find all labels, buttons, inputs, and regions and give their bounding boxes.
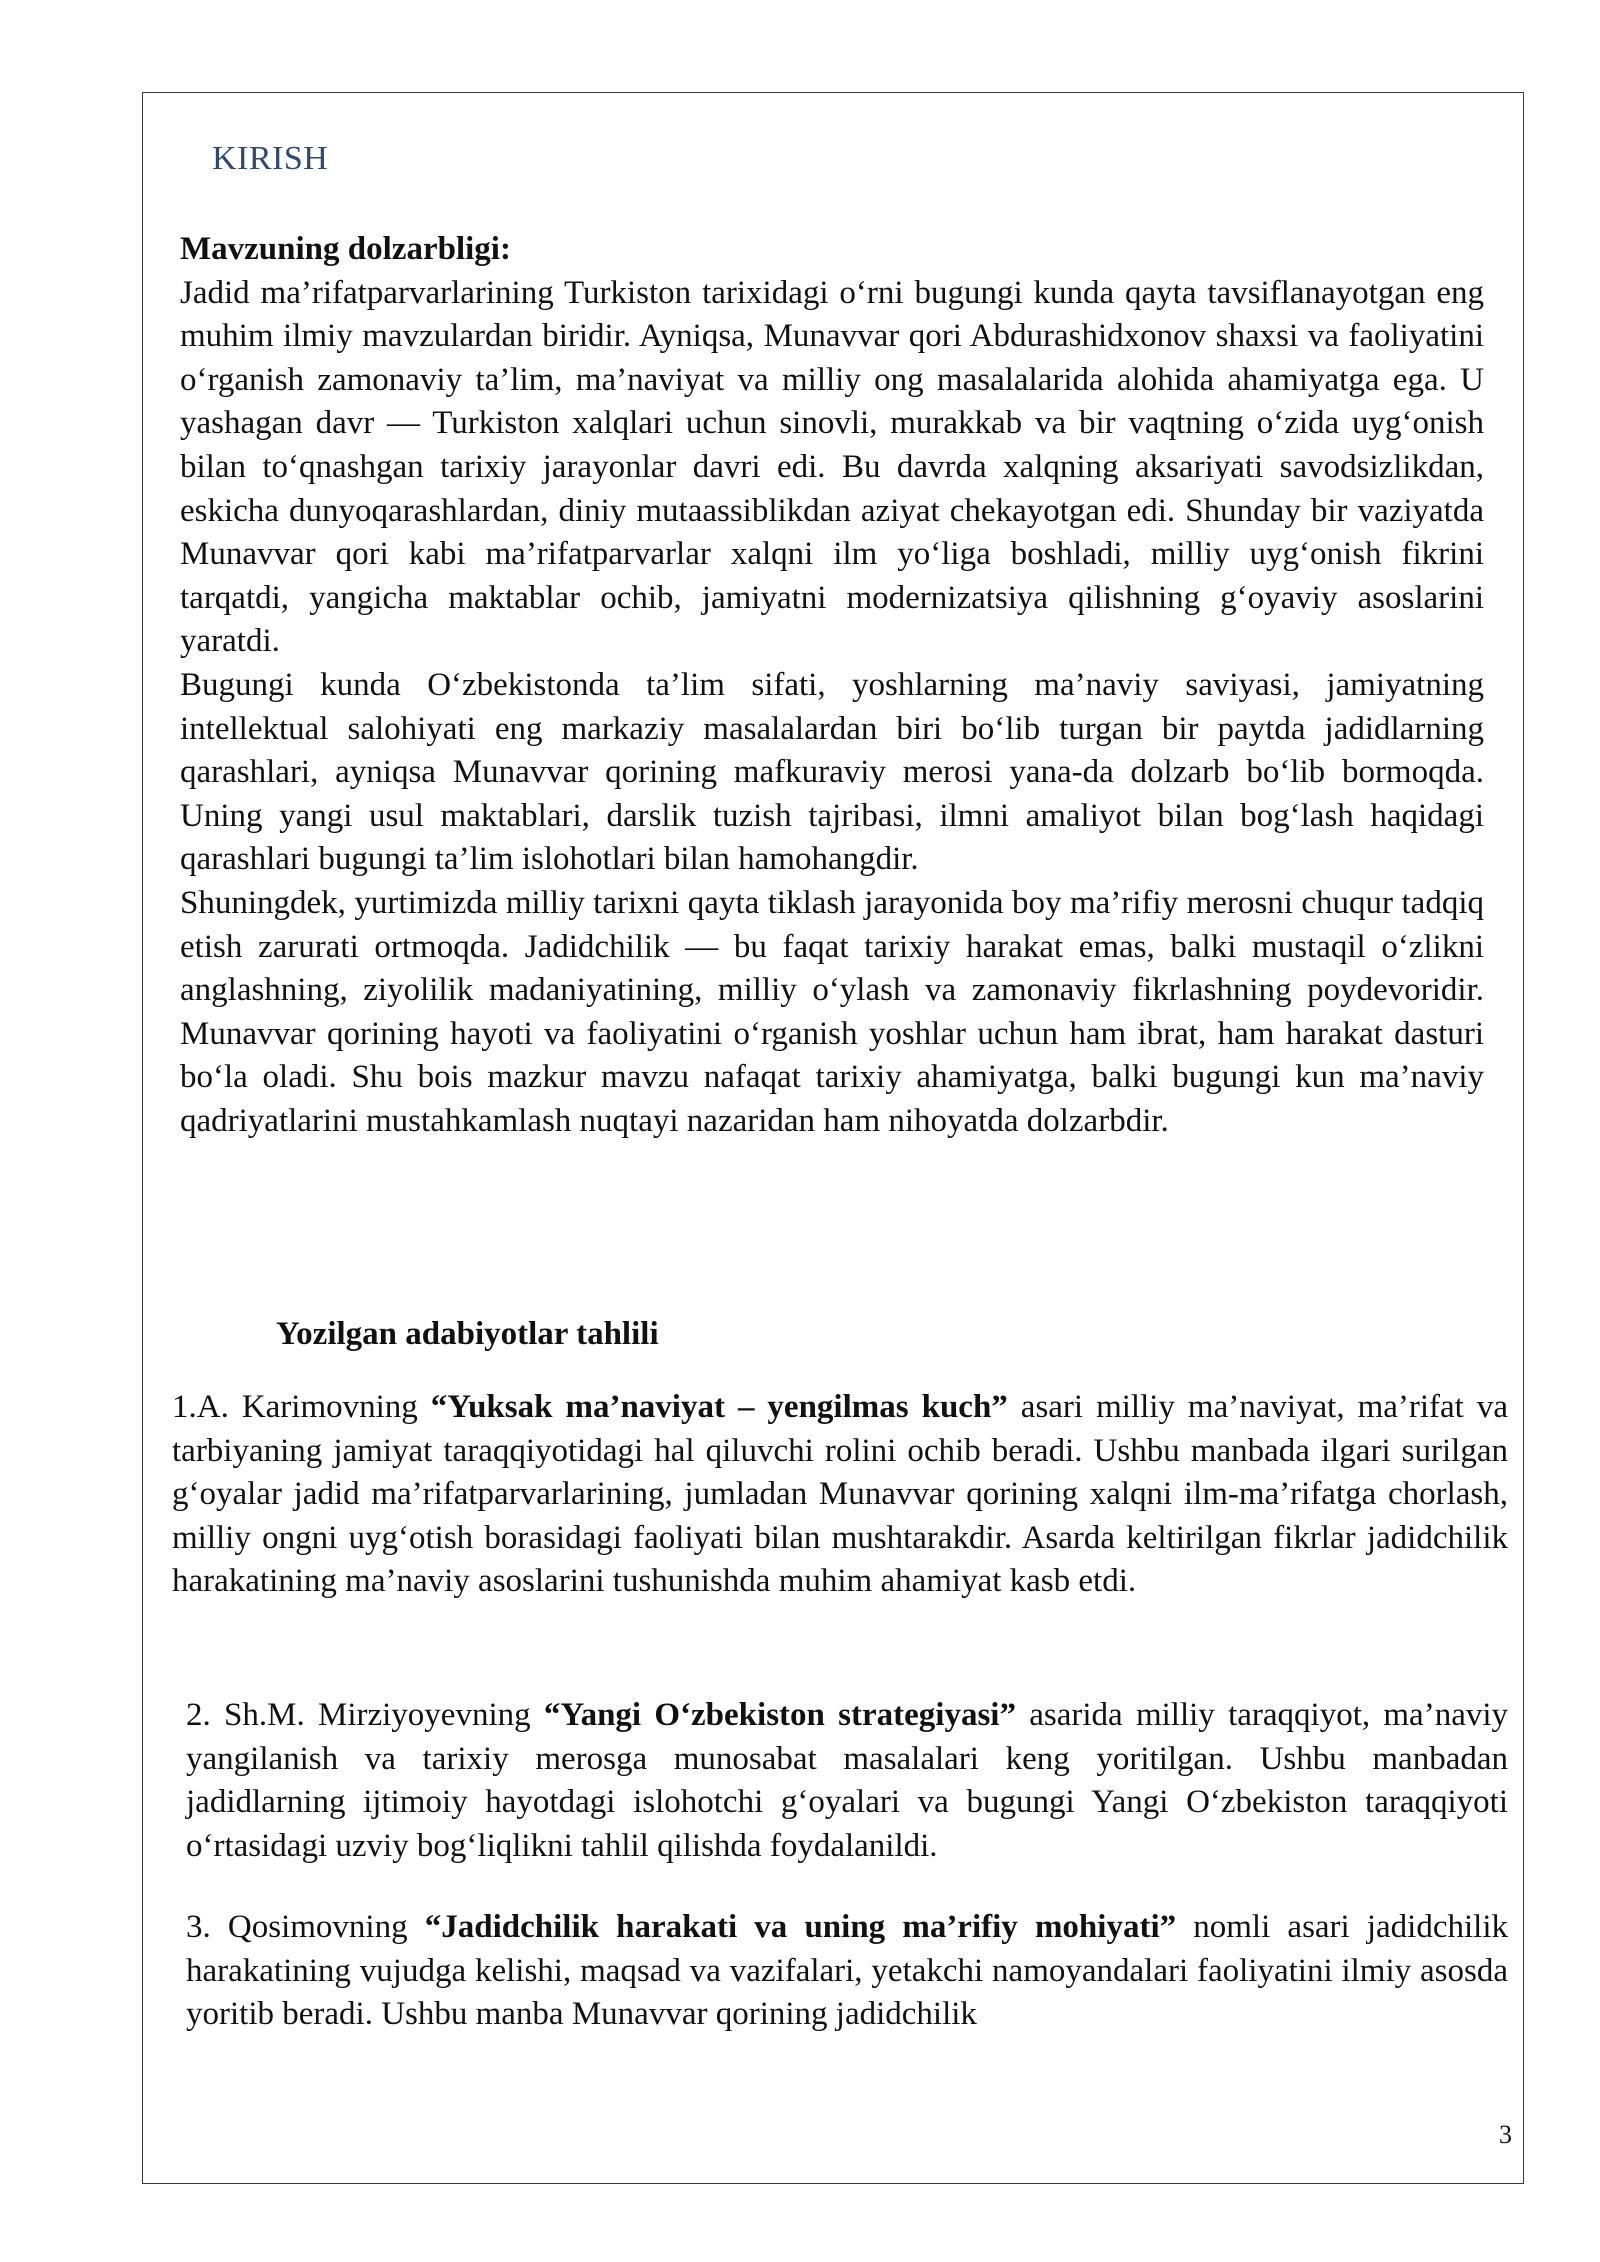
section-heading-kirish: KIRISH [212, 140, 329, 177]
literature-item-2 [186, 1694, 1508, 1868]
page-number: 3 [1499, 2120, 1512, 2149]
literature-item-3 [186, 1906, 1508, 2037]
relevance-subtitle: Mavzuning dolzarbligi: [180, 231, 511, 267]
literature-title: Yozilgan adabiyotlar tahlili [276, 1316, 659, 1352]
literature-item-3-work: “Jadidchilik harakati va uning ma’rifiy mohiyati” [424, 1909, 1177, 1945]
literature-item-2-text: asarida milliy taraqqiyot, ma’naviy yangilanish va tarixiy merosga munosabat masalalari keng yoritilgan. Ushbu manbadan jadidlarning ijtimoiy hayotdagi islohotchi g‘oyalari va bugungi Yangi O‘zbekiston taraqqiyoti o‘rtasidagi uzviy bog‘liqlikni tahlil qilishda foydalanildi. [186, 1697, 1509, 1864]
literature-item-2-prefix: 2. Sh.M. Mirziyoyevning [186, 1697, 544, 1733]
literature-item-1-text: asari milliy ma’naviyat, ma’rifat va tarbiyaning jamiyat taraqqiyotidagi hal qiluvchi rolini ochib beradi. Ushbu manbada ilgari surilgan g‘oyalar jadid ma’rifatparvarlarining, jumladan Munavvar qorining xalqni ilm-ma’rifatga chorlash, milliy ongni uyg‘otish borasidagi faoliyati bilan mushtarakdir. Asarda keltirilgan fikrlar jadidchilik harakatining ma’naviy asoslarini tushunishda muhim ahamiyat kasb etdi. [172, 1389, 1508, 1600]
literature-item-1-prefix: 1.A. Karimovning [172, 1389, 431, 1425]
literature-item-2-work: “Yangi O‘zbekiston strategiyasi” [543, 1697, 1016, 1733]
literature-item-1 [172, 1386, 1508, 1604]
literature-item-1-work: “Yuksak ma’naviyat – yengilmas kuch” [430, 1389, 1008, 1425]
literature-item-3-prefix: 3. Qosimovning [186, 1909, 425, 1945]
relevance-paragraph-1: Jadid ma’rifatparvarlarining Turkiston tarixidagi o‘rni bugungi kunda qayta tavsiflanayotgan eng muhim ilmiy mavzulardan biridir. Ayniqsa, Munavvar qori Abdurashidxonov shaxsi va faoliyatini o‘rganish zamonaviy ta’lim, ma’naviyat va milliy ong masalalarida alohida ahamiyatga ega. U yashagan davr — Turkiston xalqlari uchun sinovli, murakkab va bir vaqtning o‘zida uyg‘onish bilan to‘qnashgan tarixiy jarayonlar davri edi. Bu davrda xalqning aksariyati savodsizlikdan, eskicha dunyoqarashlardan, diniy mutaassiblikdan aziyat chekayotgan edi. Shunday bir vaziyatda Munavvar qori kabi ma’rifatparvarlar xalqni ilm yo‘liga boshladi, milliy uyg‘onish fikrini tarqatdi, yangicha maktablar ochib, jamiyatni modernizatsiya qilishning g‘oyaviy asoslarini yaratdi. [180, 274, 1484, 660]
literature-item-3-text: nomli asari jadidchilik harakatining vujudga kelishi, maqsad va vazifalari, yetakchi namoyandalari faoliyatini ilmiy asosda yoritib beradi. Ushbu manba Munavvar qorining jadidchilik [186, 1909, 1509, 2033]
relevance-section [180, 228, 1484, 1143]
relevance-paragraph-3: Shuningdek, yurtimizda milliy tarixni qayta tiklash jarayonida boy ma’rifiy merosni chuqur tadqiq etish zarurati ortmoqda. Jadidchilik — bu faqat tarixiy harakat emas, balki mustaqil o‘zlikni anglashning, ziyolilik madaniyatining, milliy o‘ylash va zamonaviy fikrlashning poydevoridir. Munavvar qorining hayoti va faoliyatini o‘rganish yoshlar uchun ham ibrat, ham harakat dasturi bo‘la oladi. Shu bois mazkur mavzu nafaqat tarixiy ahamiyatga, balki bugungi kun ma’naviy qadriyatlarini mustahkamlash nuqtayi nazaridan ham nihoyatda dolzarbdir. [180, 884, 1484, 1139]
relevance-paragraph-2: Bugungi kunda O‘zbekistonda ta’lim sifati, yoshlarning ma’naviy saviyasi, jamiyatning intellektual salohiyati eng markaziy masalalardan biri bo‘lib turgan bir paytda jadidlarning qarashlari, ayniqsa Munavvar qorining mafkuraviy merosi yana-da dolzarb bo‘lib bormoqda. Uning yangi usul maktablari, darslik tuzish tajribasi, ilmni amaliyot bilan bog‘lash haqidagi qarashlari bugungi ta’lim islohotlari bilan hamohangdir. [180, 666, 1484, 878]
